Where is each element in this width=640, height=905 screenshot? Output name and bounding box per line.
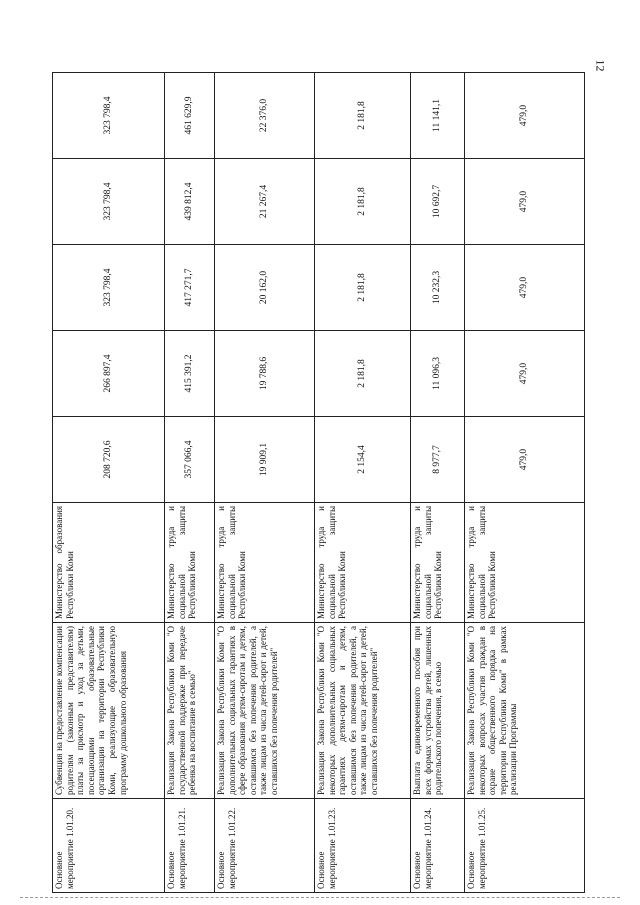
row-code: Основное мероприятие 1.01.25. (465, 799, 585, 893)
value-cell: 323 798,4 (53, 159, 165, 245)
row-code: Основное мероприятие 1.01.21. (165, 799, 215, 893)
value-cell: 479,0 (465, 331, 585, 417)
row-description: Выплата единовременного пособия при всех формах устройства детей, лишенных родительского попечения, в семью (411, 623, 465, 799)
value-cell: 479,0 (465, 417, 585, 503)
row-executor: Министерство труда и социальной защиты Республики Коми (215, 503, 315, 623)
row-code: Основное мероприятие 1.01.23. (315, 799, 411, 893)
row-description: Субвенция на предоставление компенсации родителям (законным представителям) платы за присмотр и уход за детьми, посещающими образовательные организации на территории Республики Коми, реализующие образовательную программу дошкольного образования (53, 623, 165, 799)
value-cell: 8 977,7 (411, 417, 465, 503)
scan-edge-line (20, 897, 620, 899)
row-description: Реализация Закона Республики Коми "О государственной поддержке при передаче ребенка на воспитание в семью" (165, 623, 215, 799)
value-cell: 22 376,0 (215, 73, 315, 159)
table-row (165, 73, 215, 893)
row-executor: Министерство труда и социальной защиты Республики Коми (465, 503, 585, 623)
value-cell: 323 798,4 (53, 73, 165, 159)
value-cell: 479,0 (465, 245, 585, 331)
value-cell: 19 788,6 (215, 331, 315, 417)
value-cell: 357 066,4 (165, 417, 215, 503)
value-cell: 10 692,7 (411, 159, 465, 245)
value-cell: 2 181,8 (315, 73, 411, 159)
value-cell: 10 232,3 (411, 245, 465, 331)
budget-table (52, 72, 585, 893)
value-cell: 266 897,4 (53, 331, 165, 417)
row-description: Реализация Закона Республики Коми "О дополнительных социальных гарантиях в сфере образования детям-сиротам и детям, оставшимся без попечения родителей, а также лицам из числа детей-сирот и детей, оставшихся без попечения родителей" (215, 623, 315, 799)
row-code: Основное мероприятие 1.01.24. (411, 799, 465, 893)
page-number: 12 (593, 59, 608, 72)
value-cell: 20 162,0 (215, 245, 315, 331)
value-cell: 208 720,6 (53, 417, 165, 503)
table-row (465, 73, 585, 893)
table-row (53, 73, 165, 893)
value-cell: 21 267,4 (215, 159, 315, 245)
value-cell: 323 798,4 (53, 245, 165, 331)
value-cell: 415 391,2 (165, 331, 215, 417)
value-cell: 2 181,8 (315, 245, 411, 331)
value-cell: 2 154,4 (315, 417, 411, 503)
value-cell: 479,0 (465, 73, 585, 159)
row-description: Реализация Закона Республики Коми "О некоторых вопросах участия граждан в охране общественного порядка на территории Республики Коми" в рамках реализации Программы (465, 623, 585, 799)
row-code: Основное мероприятие 1.01.20. (53, 799, 165, 893)
table-row (411, 73, 465, 893)
row-code: Основное мероприятие 1.01.22. (215, 799, 315, 893)
value-cell: 19 909,1 (215, 417, 315, 503)
row-executor: Министерство труда и социальной защиты Республики Коми (165, 503, 215, 623)
value-cell: 417 271,7 (165, 245, 215, 331)
value-cell: 11 096,3 (411, 331, 465, 417)
value-cell: 11 141,1 (411, 73, 465, 159)
value-cell: 2 181,8 (315, 159, 411, 245)
table-row (215, 73, 315, 893)
value-cell: 461 629,9 (165, 73, 215, 159)
row-executor: Министерство образования Республики Коми (53, 503, 165, 623)
value-cell: 439 812,4 (165, 159, 215, 245)
row-executor: Министерство труда и социальной защиты Республики Коми (315, 503, 411, 623)
row-executor: Министерство труда и социальной защиты Республики Коми (411, 503, 465, 623)
value-cell: 2 181,8 (315, 331, 411, 417)
table-row (315, 73, 411, 893)
value-cell: 479,0 (465, 159, 585, 245)
row-description: Реализация Закона Республики Коми "О некоторых дополнительных социальных гарантиях детям-сиротам и детям, оставшимся без попечения родителей, а также лицам из числа детей-сирот и детей, оставшихся без попечения родителей" (315, 623, 411, 799)
